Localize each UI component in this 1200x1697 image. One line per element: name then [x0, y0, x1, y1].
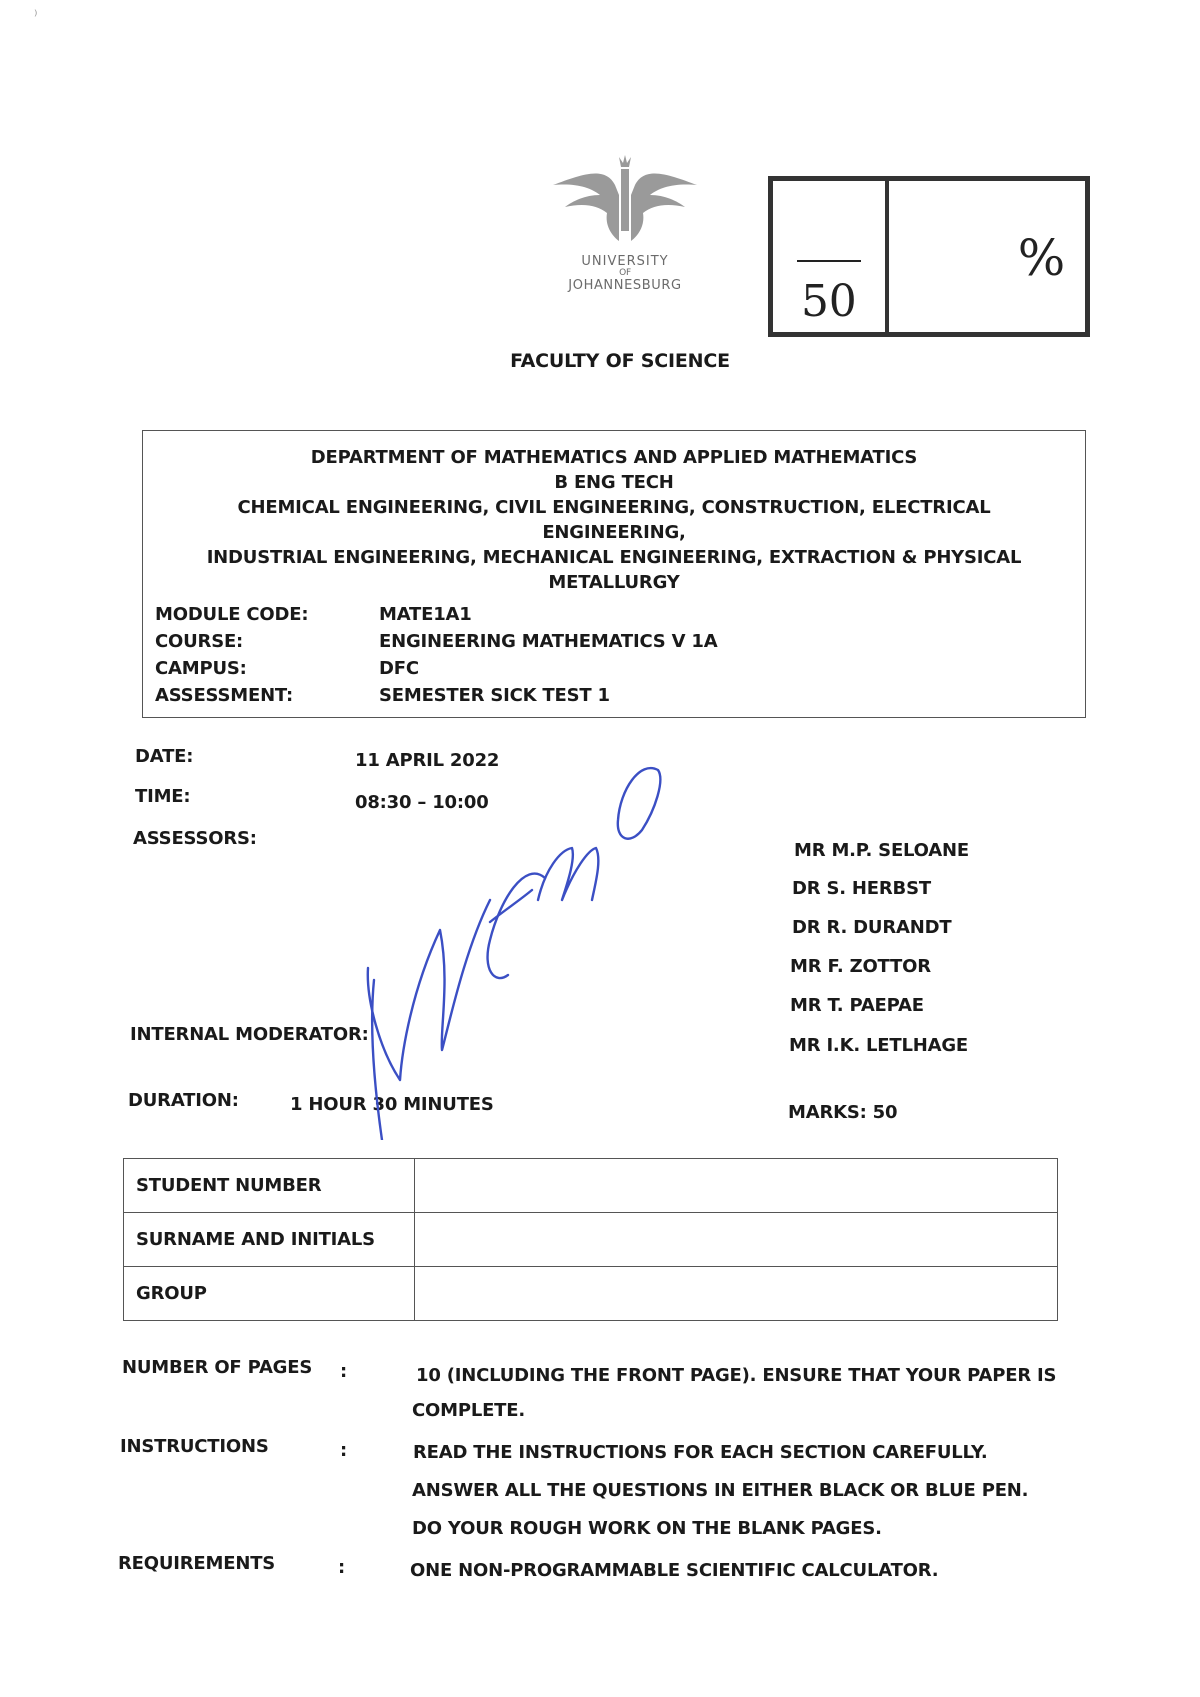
course-value: ENGINEERING MATHEMATICS V 1A	[379, 631, 718, 652]
mark-percent-cell	[889, 181, 1085, 332]
department-heading	[143, 445, 1085, 595]
assessment-label: ASSESSMENT:	[155, 685, 294, 706]
group-label: GROUP	[124, 1267, 415, 1321]
moderator-value: MR I.K. LETLHAGE	[789, 1035, 969, 1056]
department-box	[142, 430, 1086, 718]
marks-value: MARKS: 50	[788, 1102, 898, 1123]
assessor-5: MR T. PAEPAE	[790, 995, 924, 1016]
department-line-4: INDUSTRIAL ENGINEERING, MECHANICAL ENGINEERING, EXTRACTION & PHYSICAL	[206, 547, 1022, 568]
university-logo	[540, 155, 710, 305]
requirements-label: REQUIREMENTS	[118, 1553, 276, 1574]
date-value: 11 APRIL 2022	[355, 750, 500, 771]
faculty-title: FACULTY OF SCIENCE	[510, 350, 730, 372]
assessors-label: ASSESSORS:	[133, 828, 257, 849]
table-row	[124, 1267, 1058, 1321]
table-row	[124, 1213, 1058, 1267]
moderator-label: INTERNAL MODERATOR:	[130, 1024, 369, 1045]
pages-colon: :	[340, 1361, 347, 1382]
assessor-2: DR S. HERBST	[792, 878, 931, 899]
module-code-value: MATE1A1	[379, 604, 472, 625]
logo-line-university: UNIVERSITY	[581, 254, 669, 269]
instructions-label: INSTRUCTIONS	[120, 1436, 269, 1457]
module-details	[155, 601, 717, 709]
group-field[interactable]	[415, 1267, 1058, 1321]
duration-value: 1 HOUR 30 MINUTES	[290, 1094, 494, 1115]
mark-box	[768, 176, 1090, 337]
assessor-1: MR M.P. SELOANE	[794, 840, 969, 861]
requirements-value: ONE NON-PROGRAMMABLE SCIENTIFIC CALCULATOR.	[410, 1560, 939, 1581]
student-number-label: STUDENT NUMBER	[124, 1159, 415, 1213]
time-label: TIME:	[135, 786, 191, 807]
time-value: 08:30 – 10:00	[355, 792, 489, 813]
student-details-table	[123, 1158, 1058, 1321]
instructions-line-1: READ THE INSTRUCTIONS FOR EACH SECTION CAREFULLY.	[413, 1442, 988, 1463]
logo-emblem-icon	[545, 155, 705, 250]
mark-denominator: 50	[801, 276, 857, 327]
campus-label: CAMPUS:	[155, 658, 247, 679]
date-label: DATE:	[135, 746, 194, 767]
scan-mark: ⁾	[34, 8, 38, 24]
instructions-line-2: ANSWER ALL THE QUESTIONS IN EITHER BLACK OR BLUE PEN.	[412, 1480, 1029, 1501]
pages-label: NUMBER OF PAGES	[122, 1357, 313, 1378]
percent-sign: %	[1017, 229, 1065, 287]
fraction-bar	[797, 260, 861, 262]
memo-handwriting-icon	[340, 750, 680, 1140]
instructions-line-3: DO YOUR ROUGH WORK ON THE BLANK PAGES.	[412, 1518, 882, 1539]
logo-line-johannesburg: JOHANNESBURG	[568, 278, 682, 293]
instructions-colon: :	[340, 1440, 347, 1461]
table-row	[124, 1159, 1058, 1213]
course-label: COURSE:	[155, 631, 244, 652]
campus-value: DFC	[379, 658, 419, 679]
assessor-3: DR R. DURANDT	[792, 917, 952, 938]
requirements-colon: :	[338, 1557, 345, 1578]
surname-initials-label: SURNAME AND INITIALS	[124, 1213, 415, 1267]
surname-initials-field[interactable]	[415, 1213, 1058, 1267]
assessment-value: SEMESTER SICK TEST 1	[379, 685, 610, 706]
department-line-1: DEPARTMENT OF MATHEMATICS AND APPLIED MATHEMATICS	[310, 447, 918, 468]
logo-line-of: OF	[619, 268, 631, 278]
pages-line-2: COMPLETE.	[412, 1400, 525, 1421]
department-line-5: METALLURGY	[548, 572, 680, 593]
department-line-3: CHEMICAL ENGINEERING, CIVIL ENGINEERING, CONSTRUCTION, ELECTRICAL ENGINEERING,	[237, 497, 991, 543]
module-code-label: MODULE CODE:	[155, 604, 309, 625]
department-line-2: B ENG TECH	[554, 472, 674, 493]
pages-line-1: 10 (INCLUDING THE FRONT PAGE). ENSURE THAT YOUR PAPER IS	[416, 1365, 1057, 1386]
assessor-4: MR F. ZOTTOR	[790, 956, 931, 977]
duration-label: DURATION:	[128, 1090, 239, 1111]
student-number-field[interactable]	[415, 1159, 1058, 1213]
mark-fraction-cell	[773, 181, 889, 332]
